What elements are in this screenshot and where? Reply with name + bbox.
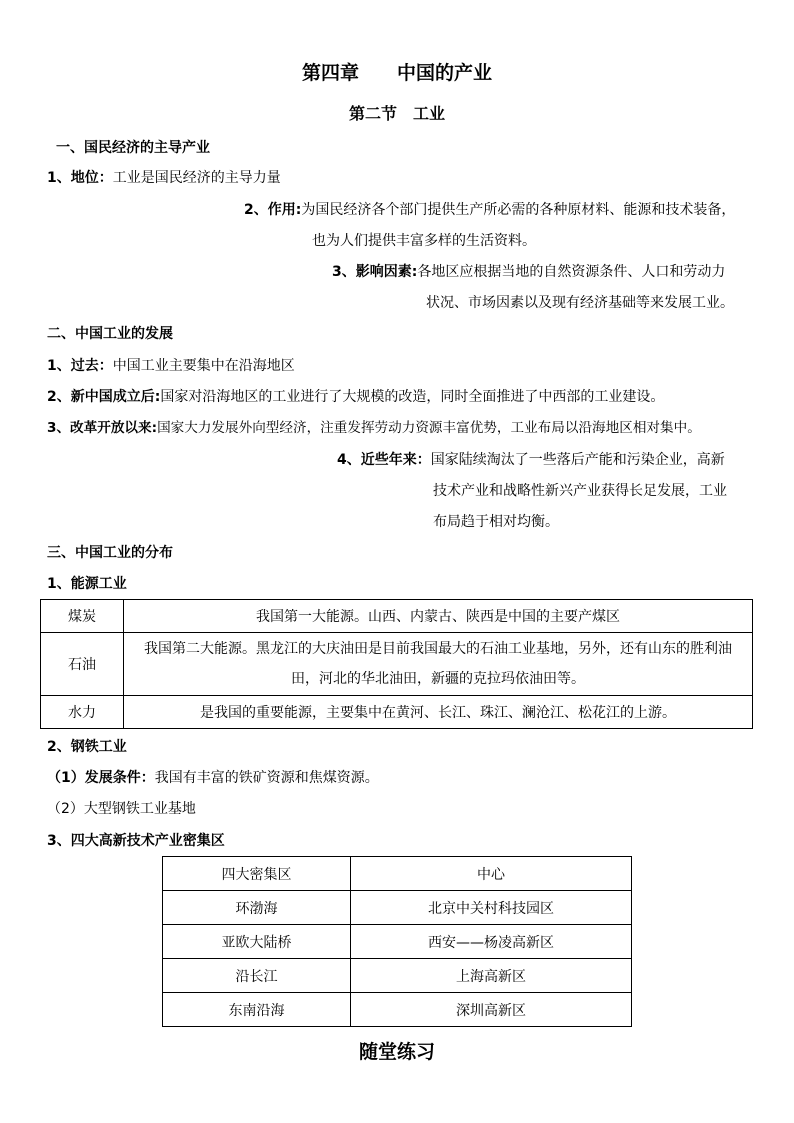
item-text: 我国有丰富的铁矿资源和焦煤资源。 xyxy=(154,770,379,786)
item-label: 1、过去： xyxy=(47,358,113,374)
table-cell: 北京中关村科技园区 xyxy=(351,891,632,925)
item-label: 3、影响因素: xyxy=(332,264,418,280)
energy-heading: 1、能源工业 xyxy=(47,576,127,592)
table-row xyxy=(163,925,632,959)
item-label: （1）发展条件： xyxy=(47,770,155,786)
part1-item3-cont: 状况、市场因素以及现有经济基础等来发展工业。 xyxy=(426,295,734,311)
item-label: 1、地位： xyxy=(47,170,113,186)
part2-item3 xyxy=(47,418,701,438)
hitech-table xyxy=(162,856,632,1027)
hitech-heading: 3、四大高新技术产业密集区 xyxy=(47,833,225,849)
energy-desc-line: 田，河北的华北油田，新疆的克拉玛依油田等。 xyxy=(291,671,585,687)
table-cell: 亚欧大陆桥 xyxy=(163,925,351,959)
item-label: 4、近些年来： xyxy=(337,452,431,468)
practice-title: 随堂练习 xyxy=(358,1041,435,1063)
table-cell: 环渤海 xyxy=(163,891,351,925)
steel-item2: （2）大型钢铁工业基地 xyxy=(47,801,196,817)
table-row xyxy=(41,600,753,633)
part1-item2 xyxy=(244,200,735,220)
table-row xyxy=(41,633,753,696)
table-row xyxy=(163,891,632,925)
part1-item1 xyxy=(47,168,281,188)
table-row xyxy=(163,959,632,993)
table-header: 中心 xyxy=(351,857,632,891)
item-text: 中国工业主要集中在沿海地区 xyxy=(112,358,295,374)
energy-table xyxy=(40,599,753,729)
item-label: 2、作用: xyxy=(244,202,302,218)
part1-item3 xyxy=(332,262,725,282)
table-cell: 深圳高新区 xyxy=(351,993,632,1027)
table-cell: 东南沿海 xyxy=(163,993,351,1027)
part2-item4-cont: 技术产业和战略性新兴产业获得长足发展，工业 xyxy=(433,483,727,499)
energy-name: 水力 xyxy=(41,696,124,729)
item-text: 国家对沿海地区的工业进行了大规模的改造，同时全面推进了中西部的工业建设。 xyxy=(160,389,665,405)
steel-heading: 2、钢铁工业 xyxy=(47,739,127,755)
part2-item4-cont: 布局趋于相对均衡。 xyxy=(433,514,559,530)
chapter-title: 第四章 中国的产业 xyxy=(301,62,492,84)
section-title: 第二节 工业 xyxy=(348,104,445,123)
item-text: 国家大力发展外向型经济，注重发挥劳动力资源丰富优势，工业布局以沿海地区相对集中。 xyxy=(157,420,701,436)
table-cell: 西安——杨凌高新区 xyxy=(351,925,632,959)
table-header: 四大密集区 xyxy=(163,857,351,891)
table-row xyxy=(163,993,632,1027)
item-text: 为国民经济各个部门提供生产所必需的各种原材料、能源和技术装备， xyxy=(301,202,736,218)
energy-desc: 是我国的重要能源，主要集中在黄河、长江、珠江、澜沧江、松花江的上游。 xyxy=(124,696,753,729)
item-text: 各地区应根据当地的自然资源条件、人口和劳动力 xyxy=(417,264,726,280)
energy-name: 石油 xyxy=(41,633,124,696)
item-label: 2、新中国成立后: xyxy=(47,389,161,405)
energy-desc xyxy=(124,633,753,696)
part2-item2 xyxy=(47,387,664,407)
part2-item1 xyxy=(47,356,295,376)
energy-desc-line: 我国第二大能源。黑龙江的大庆油田是目前我国最大的石油工业基地，另外，还有山东的胜利油 xyxy=(144,641,732,657)
energy-desc: 我国第一大能源。山西、内蒙古、陕西是中国的主要产煤区 xyxy=(124,600,753,633)
table-cell: 沿长江 xyxy=(163,959,351,993)
part2-item4 xyxy=(337,450,725,470)
item-label: 3、改革开放以来: xyxy=(47,420,158,436)
item-text: 工业是国民经济的主导力量 xyxy=(112,170,281,186)
part1-heading: 一、国民经济的主导产业 xyxy=(56,140,210,156)
energy-name: 煤炭 xyxy=(41,600,124,633)
table-row xyxy=(41,696,753,729)
table-row xyxy=(163,857,632,891)
part1-item2-cont: 也为人们提供丰富多样的生活资料。 xyxy=(312,233,536,249)
part3-heading: 三、中国工业的分布 xyxy=(47,545,173,561)
part2-heading: 二、中国工业的发展 xyxy=(47,326,173,342)
item-text: 国家陆续淘汰了一些落后产能和污染企业，高新 xyxy=(430,452,725,468)
steel-item1 xyxy=(47,768,379,788)
table-cell: 上海高新区 xyxy=(351,959,632,993)
